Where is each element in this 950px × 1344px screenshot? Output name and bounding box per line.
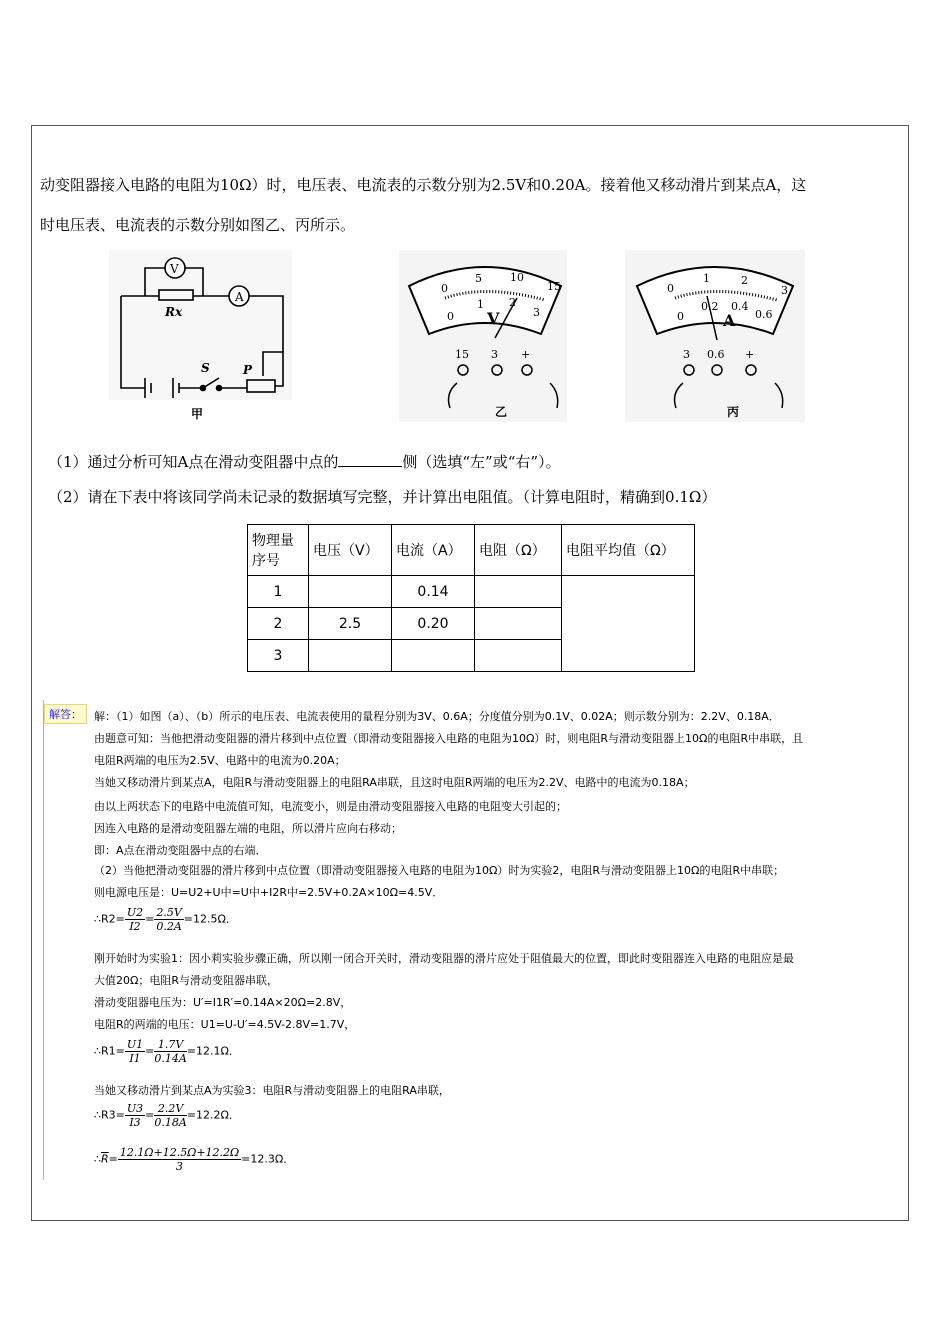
amp-inner-tick-3: 0.6 — [755, 308, 773, 321]
volt-terminal-3: 3 — [491, 348, 498, 361]
voltmeter-yi — [399, 250, 567, 422]
ammeter-bing — [625, 250, 805, 422]
amp-letter: A — [723, 311, 736, 330]
row-resistance[interactable] — [475, 608, 562, 640]
amp-terminal-0-6: 0.6 — [707, 348, 725, 361]
table-header-row — [248, 525, 695, 576]
amp-inner-tick-2: 0.4 — [731, 300, 749, 313]
question-1 — [48, 451, 561, 472]
row-voltage: 2.5 — [309, 608, 392, 640]
amp-outer-tick-0: 0 — [667, 282, 674, 295]
row-current: 0.14 — [392, 576, 475, 608]
intro-line-2: 时电压表、电流表的示数分别如图乙、丙所示。 — [40, 216, 356, 234]
header-avg-resistance: 电阻平均值（Ω） — [562, 525, 695, 576]
row-index: 3 — [248, 640, 309, 672]
volt-inner-tick-3: 3 — [533, 306, 540, 319]
amp-outer-tick-2: 2 — [741, 274, 748, 287]
caption-bing: 丙 — [727, 405, 740, 419]
intro-line-1: 动变阻器接入电路的电阻为10Ω）时，电压表、电流表的示数分别为2.5V和0.20A。接着他又移动滑片到某点A，这 — [40, 176, 807, 194]
row-index: 2 — [248, 608, 309, 640]
answer-line: 解：（1）如图（a）、（b）所示的电压表、电流表使用的量程分别为3V、0.6A；分度值分别为0.1V、0.02A；则示数分别为：2.2V、0.18A． — [94, 710, 780, 723]
volt-terminal-15: 15 — [455, 348, 469, 361]
header-quantity-index: 物理量 序号 — [248, 525, 309, 576]
question-1-text-a: （1）通过分析可知A点在滑动变阻器中点的 — [48, 453, 339, 471]
answer-blank[interactable] — [338, 452, 402, 467]
volt-inner-tick-0: 0 — [447, 310, 454, 323]
amp-terminal-3: 3 — [683, 348, 690, 361]
circuit-p-label: P — [243, 363, 253, 377]
amp-inner-tick-1: 0.2 — [701, 300, 719, 313]
circuit-rx-label: Rx — [165, 305, 183, 319]
header-resistance: 电阻（Ω） — [475, 525, 562, 576]
table-row — [248, 576, 695, 608]
caption-jia: 甲 — [191, 407, 204, 421]
amp-outer-tick-1: 1 — [703, 272, 710, 285]
answer-line: 当她又移动滑片到某点A，电阻R与滑动变阻器上的电阻RA串联，且这时电阻R两端的电压为2.2V、电路中的电流为0.18A； — [94, 776, 695, 789]
answer-line: 刚开始时为实验1：因小莉实验步骤正确，所以刚一闭合开关时，滑动变阻器的滑片应处于阻值最大的位置，即此时变阻器连入电路的电阻应是最 — [94, 952, 794, 965]
answer-line: 大值20Ω；电阻R与滑动变阻器串联， — [94, 974, 279, 987]
answer-tag: 解答： — [44, 704, 87, 724]
answer-line: 则电源电压是：U=U2+U中=U中+I2R中=2.5V+0.2A×10Ω=4.5V． — [94, 886, 444, 899]
formula-average: $\therefore\overline{R}=$ $\frac{12.1\Omega+12.5\Omega+12.2\Omega}{3}$ =12.3Ω． — [94, 1146, 295, 1173]
question-2: （2）请在下表中将该同学尚未记录的数据填写完整，并计算出电阻值。（计算电阻时，精确到0.1Ω） — [48, 488, 717, 506]
amp-outer-tick-3: 3 — [781, 284, 788, 297]
volt-inner-tick-2: 2 — [509, 296, 516, 309]
answer-line: 即：A点在滑动变阻器中点的右端． — [94, 844, 267, 857]
row-current: 0.20 — [392, 608, 475, 640]
volt-letter: V — [487, 309, 500, 328]
amp-terminal-plus: + — [745, 348, 755, 361]
answer-line: 由题意可知：当他把滑动变阻器的滑片移到中点位置（即滑动变阻器接入电路的电阻为10Ω）时，则电阻R与滑动变阻器上10Ω的电阻R中串联，且 — [94, 732, 804, 745]
header-current: 电流（A） — [392, 525, 475, 576]
row-resistance[interactable] — [475, 576, 562, 608]
row-voltage[interactable] — [309, 640, 392, 672]
circuit-diagram-jia — [109, 250, 292, 400]
amp-inner-tick-0: 0 — [677, 310, 684, 323]
volt-outer-tick-0: 0 — [441, 282, 448, 295]
formula-r1: ∴R1= $\frac{U1}{I1}$ = $\frac{1.7V}{0.14A}$ =12.1Ω． — [94, 1038, 240, 1065]
volt-outer-tick-3: 15 — [547, 280, 561, 293]
answer-line: 滑动变阻器电压为：U′=I1R′=0.14A×20Ω=2.8V， — [94, 996, 352, 1009]
formula-r2: ∴R2= $\frac{U2}{I2}$ = $\frac{2.5V}{0.2A}$ =12.5Ω． — [94, 906, 237, 933]
answer-line: 电阻R两端的电压为2.5V、电路中的电流为0.20A； — [94, 754, 346, 767]
answer-line: 因连入电路的是滑动变阻器左端的电阻，所以滑片应向右移动； — [94, 822, 402, 835]
answer-line: 由以上两状态下的电路中电流值可知，电流变小，则是由滑动变阻器接入电路的电阻变大引起的； — [94, 800, 567, 813]
circuit-a-label: A — [235, 290, 244, 304]
figures-panel — [105, 248, 805, 426]
data-table — [247, 524, 695, 672]
caption-yi: 乙 — [495, 405, 508, 419]
circuit-s-label: S — [201, 361, 210, 375]
header-voltage: 电压（V） — [309, 525, 392, 576]
avg-resistance-cell[interactable] — [562, 576, 695, 672]
answer-line: 当她又移动滑片到某点A为实验3：电阻R与滑动变阻器上的电阻RA串联， — [94, 1084, 450, 1097]
answer-section — [43, 700, 894, 1180]
answer-line: （2）当他把滑动变阻器的滑片移到中点位置（即滑动变阻器接入电路的电阻为10Ω）时为实验2，电阻R与滑动变阻器上10Ω的电阻R中串联； — [94, 864, 785, 877]
row-voltage[interactable] — [309, 576, 392, 608]
volt-outer-tick-2: 10 — [510, 271, 524, 284]
formula-r3: ∴R3= $\frac{U3}{I3}$ = $\frac{2.2V}{0.18A}$ =12.2Ω． — [94, 1102, 240, 1129]
volt-outer-tick-1: 5 — [475, 272, 482, 285]
volt-inner-tick-1: 1 — [477, 298, 484, 311]
row-resistance[interactable] — [475, 640, 562, 672]
answer-line: 电阻R的两端的电压：U1=U-U′=4.5V-2.8V=1.7V， — [94, 1018, 356, 1031]
question-1-text-b: 侧（选填“左”或“右”）。 — [402, 453, 561, 471]
volt-terminal-plus: + — [521, 348, 531, 361]
circuit-v-label: V — [170, 262, 179, 276]
row-index: 1 — [248, 576, 309, 608]
row-current[interactable] — [392, 640, 475, 672]
